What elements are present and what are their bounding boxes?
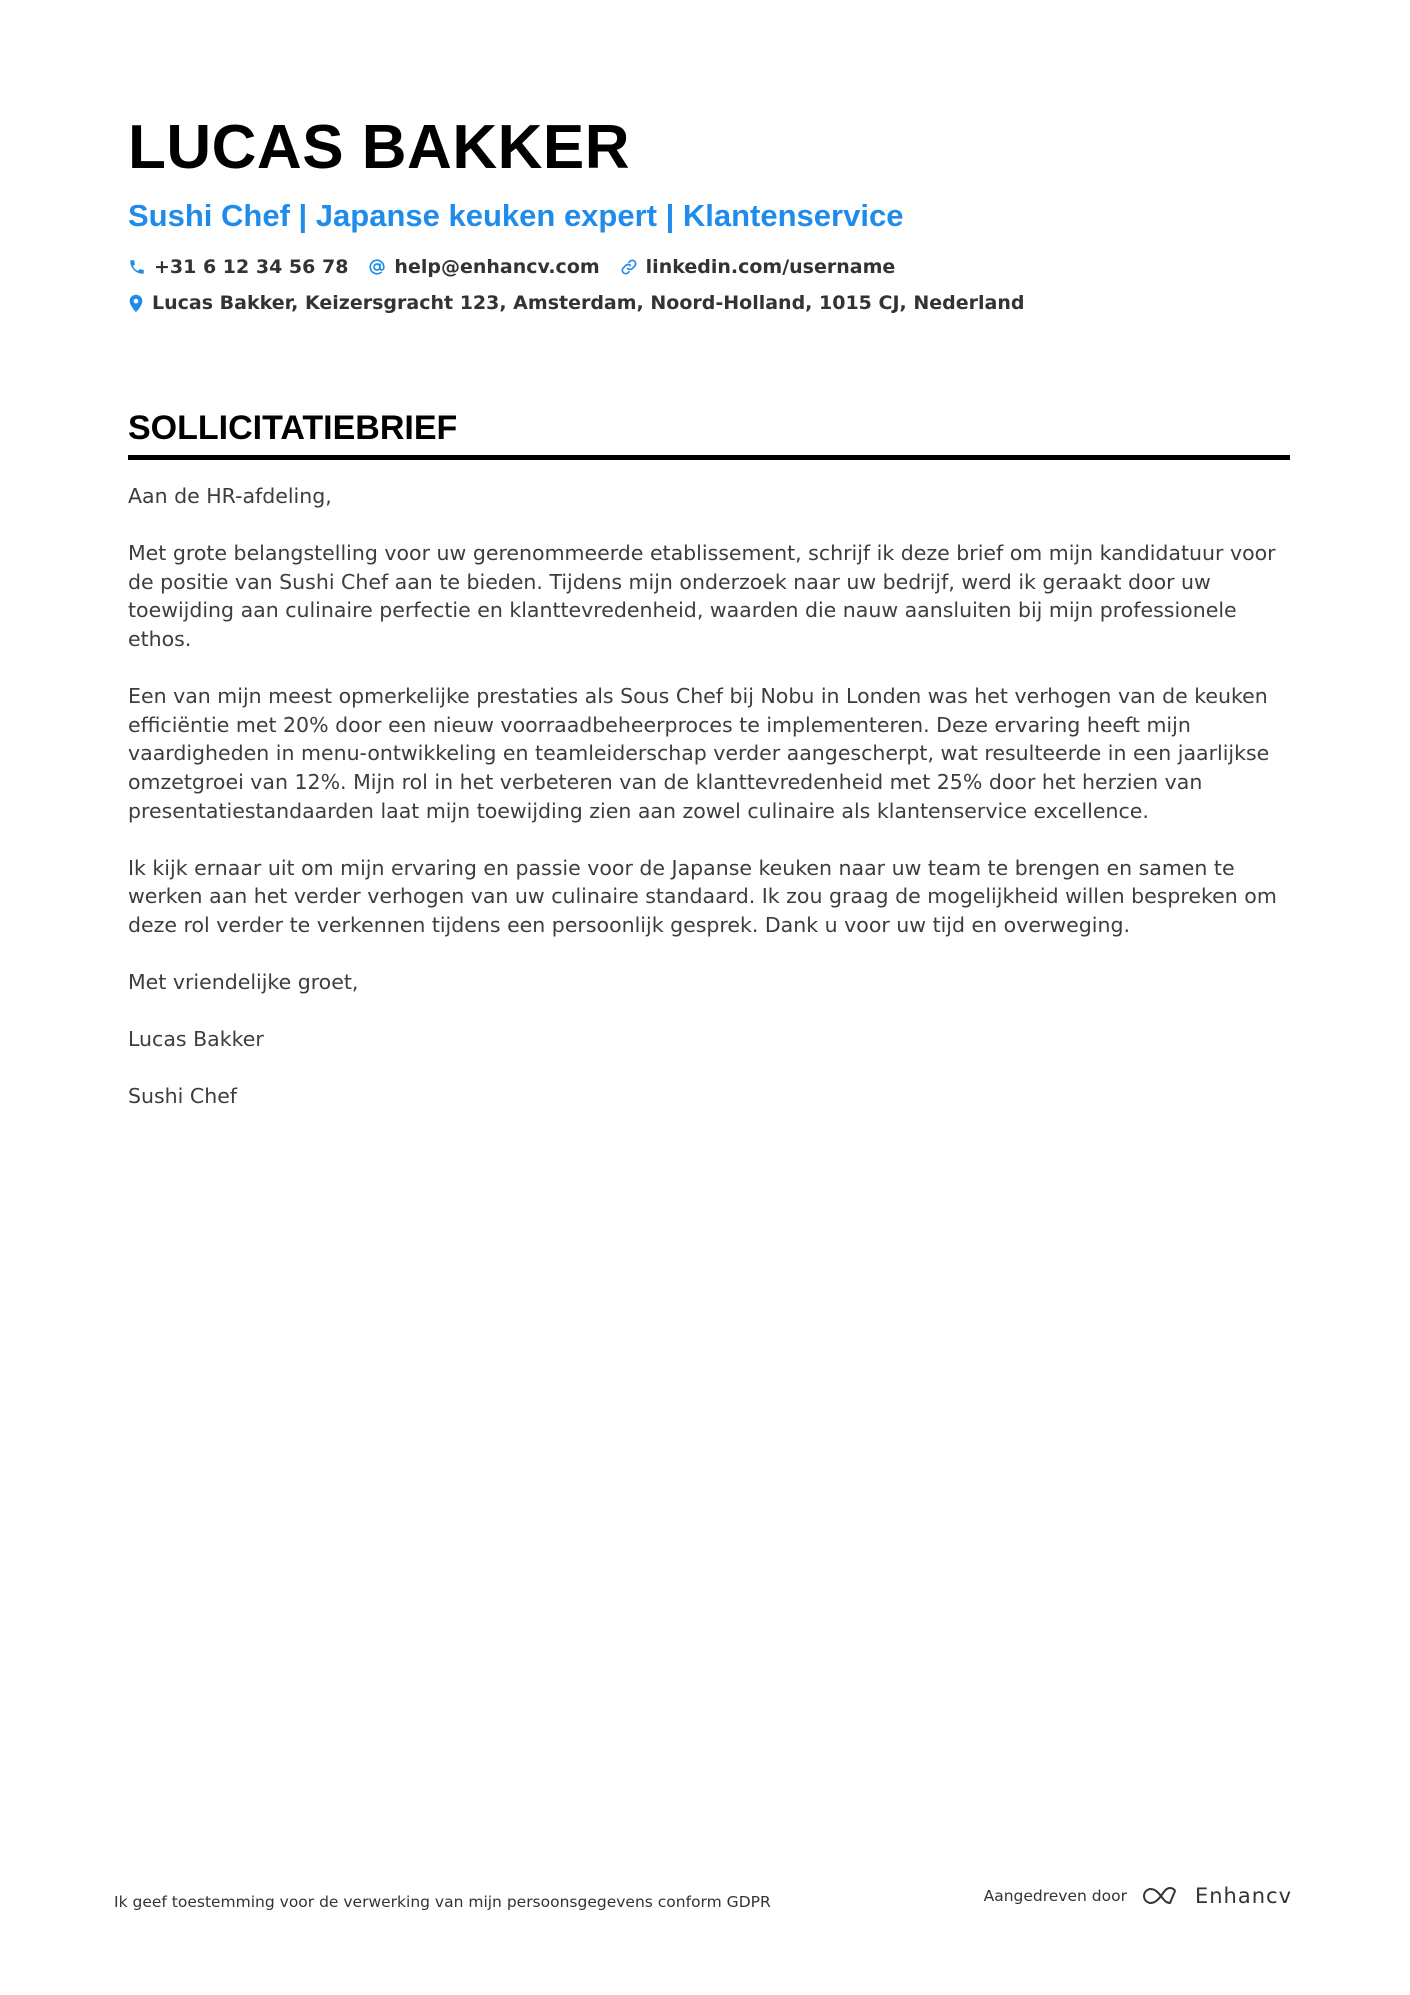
contact-phone	[128, 256, 348, 278]
letter-greeting: Aan de HR-afdeling,	[128, 484, 332, 508]
phone-icon	[128, 258, 146, 276]
powered-by[interactable]	[984, 1884, 1292, 1908]
linkedin-link[interactable]: linkedin.com/username	[645, 256, 896, 278]
letter-paragraph: Een van mijn meest opmerkelijke prestaties als Sous Chef bij Nobu in Londen was het verhogen van de keuken efficiëntie met 20% door een nieuw voorraadbeheerproces te implementeren. Deze ervaring heeft mijn vaardigheden in menu-ontwikkeling en teamleiderschap verder aangescherpt, wat resulteerde in een jaarlijkse omzetgroei van 12%. Mijn rol in het verbeteren van de klanttevredenheid met 25% door het herzien van presentatiestandaarden laat mijn toewijding zien aan zowel culinaire als klantenservice excellence.	[128, 684, 1270, 823]
section-title: SOLLICITATIEBRIEF	[128, 409, 458, 447]
letter-body	[128, 482, 1290, 1111]
phone-text: +31 6 12 34 56 78	[154, 256, 349, 278]
contact-email[interactable]	[368, 256, 599, 278]
contact-linkedin[interactable]	[620, 256, 896, 278]
brand-name: Enhancv	[1194, 1884, 1292, 1908]
at-icon	[368, 258, 386, 276]
candidate-title: Sushi Chef | Japanse keuken expert | Klantenservice	[128, 198, 904, 233]
signature-title: Sushi Chef	[128, 1084, 238, 1109]
contact-address	[128, 292, 1288, 314]
powered-by-label: Aangedreven door	[983, 1887, 1127, 1905]
contact-row	[128, 256, 1288, 278]
candidate-name: LUCAS BAKKER	[128, 113, 630, 182]
address-text: Lucas Bakker, Keizersgracht 123, Amsterdam, Noord-Holland, 1015 CJ, Nederland	[152, 292, 1025, 314]
letter-section	[128, 405, 1290, 1140]
letter-paragraph: Met grote belangstelling voor uw gerenommeerde etablissement, schrijf ik deze brief om mijn kandidatuur voor de positie van Sushi Chef aan te bieden. Tijdens mijn onderzoek naar uw bedrijf, werd ik geraakt door uw toewijding aan culinaire perfectie en klanttevredenheid, waarden die nauw aansluiten bij mijn professionele ethos.	[128, 541, 1276, 651]
signature-name: Lucas Bakker	[128, 1027, 264, 1052]
section-divider	[128, 455, 1290, 460]
letter-closing: Met vriendelijke groet,	[128, 970, 359, 995]
location-pin-icon	[128, 294, 144, 313]
enhancv-logo-icon	[1139, 1884, 1183, 1908]
letter-paragraph: Ik kijk ernaar uit om mijn ervaring en passie voor de Japanse keuken naar uw team te brengen en samen te werken aan het verder verhogen van uw culinaire standaard. Ik zou graag de mogelijkheid willen bespreken om deze rol verder te verkennen tijdens een persoonlijk gesprek. Dank u voor uw tijd en overweging.	[128, 855, 1277, 937]
link-icon	[620, 258, 638, 276]
gdpr-consent: Ik geef toestemming voor de verwerking van mijn persoonsgegevens conform GDPR	[114, 1893, 771, 1911]
header	[128, 108, 1288, 314]
email-link[interactable]: help@enhancv.com	[394, 256, 600, 278]
